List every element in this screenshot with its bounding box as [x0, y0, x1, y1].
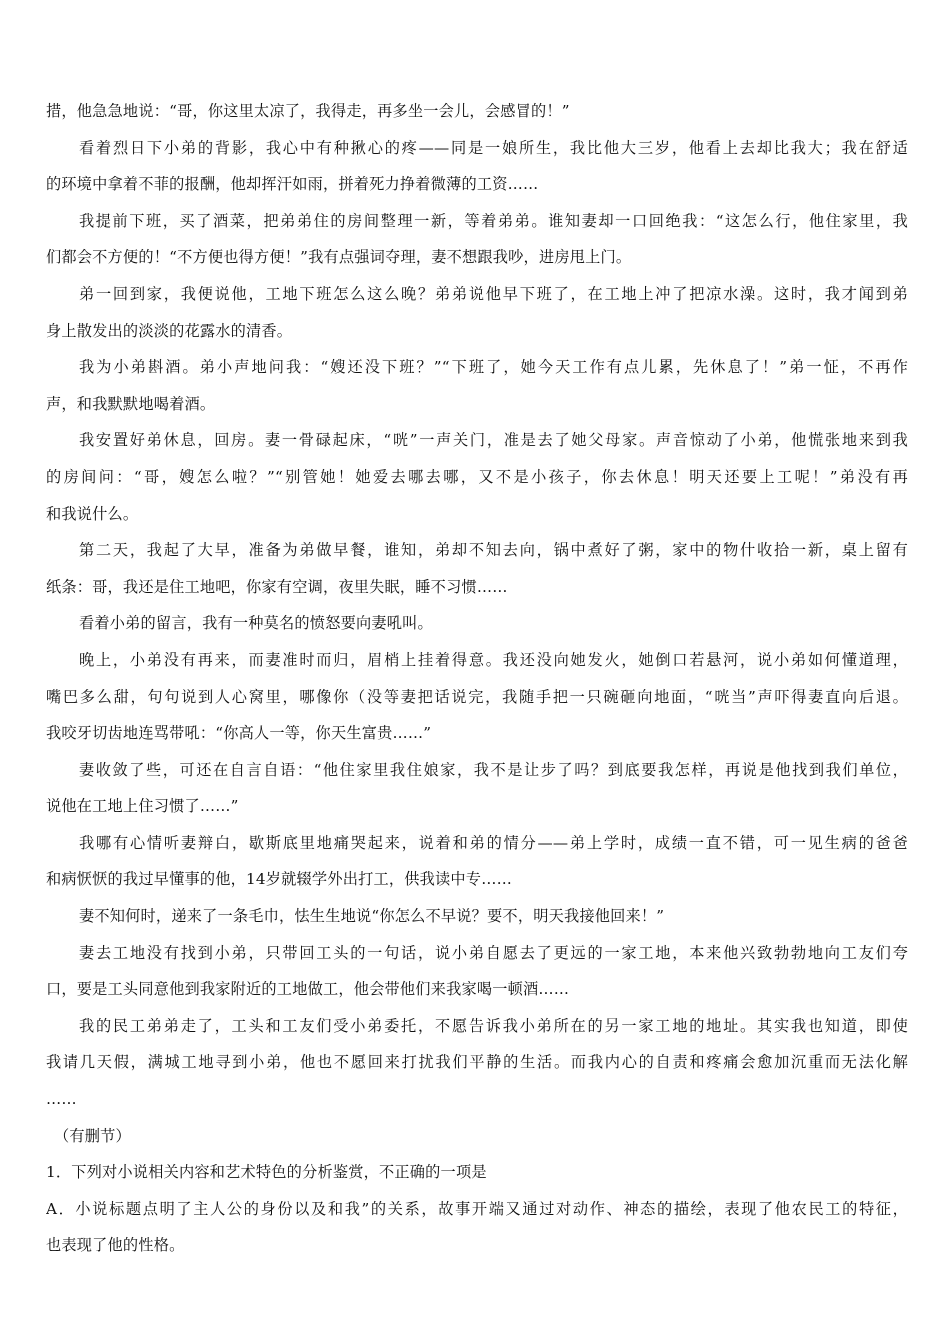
paragraph-line: 的环境中拿着不菲的报酬，他却挥汗如雨，拼着死力挣着微薄的工资…… — [46, 175, 539, 194]
abridged-note: （有删节） — [54, 1126, 131, 1145]
paragraph-line: 我哪有心情听妻辩白，歇斯底里地痛哭起来，说着和弟的情分——弟上学时，成绩一直不错，可一见生病的爸爸 — [79, 833, 908, 852]
paragraph-line: 看着小弟的留言，我有一种莫名的愤怒要向妻吼叫。 — [79, 614, 433, 633]
paragraph-line: 声，和我默默地喝着酒。 — [46, 394, 216, 413]
paragraph-line: 妻去工地没有找到小弟，只带回工头的一句话，说小弟自愿去了更远的一家工地，本来他兴致勃勃地向工友们夸 — [79, 943, 908, 962]
paragraph-line: 晚上，小弟没有再来，而妻准时而归，眉梢上挂着得意。我还没向她发火，她倒口若悬河，说小弟如何懂道理， — [79, 650, 908, 669]
paragraph-line: 我咬牙切齿地连骂带吼：“你高人一等，你天生富贵……” — [46, 724, 432, 743]
paragraph-line: 们都会不方便的！“不方便也得方便！”我有点强词夺理，妻不想跟我吵，进房甩上门。 — [46, 248, 632, 267]
paragraph-line: 妻不知何时，递来了一条毛巾，怯生生地说“你怎么不早说？要不，明天我接他回来！” — [79, 907, 665, 926]
paragraph-line: 我提前下班，买了酒菜，把弟弟住的房间整理一新，等着弟弟。谁知妻却一口回绝我：“这怎么行，他住家里，我 — [79, 211, 908, 230]
paragraph-line: 我安置好弟休息，回房。妻一骨碌起床，“咣”一声关门，准是去了她父母家。声音惊动了小弟，他慌张地来到我 — [79, 431, 908, 450]
paragraph-line: 嘴巴多么甜，句句说到人心窝里，哪像你（没等妻把话说完，我随手把一只碗砸向地面，“咣当”声吓得妻直向后退。 — [46, 687, 908, 706]
paragraph-line: 我的民工弟弟走了，工头和工友们受小弟委托，不愿告诉我小弟所在的另一家工地的地址。其实我也知道，即使 — [79, 1016, 908, 1035]
question-option-a: A．小说标题点明了主人公的身份以及和我”的关系，故事开端又通过对动作、神态的描绘，表现了他农民工的特征， — [46, 1199, 908, 1218]
question-option-a-continued: 也表现了他的性格。 — [46, 1236, 185, 1255]
paragraph-line: …… — [46, 1090, 77, 1109]
paragraph-line: 的房间问：“哥，嫂怎么啦？”“别管她！她爱去哪去哪，又不是小孩子，你去休息！明天还要上工呢！”弟没有再 — [46, 467, 908, 486]
paragraph-line: 我请几天假，满城工地寻到小弟，他也不愿回来打扰我们平静的生活。而我内心的自责和疼痛会愈加沉重而无法化解 — [46, 1053, 908, 1072]
paragraph-line: 说他在工地上住习惯了……” — [46, 797, 239, 816]
paragraph-line: 纸条：哥，我还是住工地吧，你家有空调，夜里失眠，睡不习惯…… — [46, 577, 508, 596]
paragraph-line: 措，他急急地说：“哥，你这里太凉了，我得走，再多坐一会儿，会感冒的！” — [46, 102, 570, 120]
paragraph-line: 看着烈日下小弟的背影，我心中有种揪心的疼——同是一娘所生，我比他大三岁，他看上去却比我大；我在舒适 — [79, 138, 908, 157]
paragraph-line: 妻收敛了些，可还在自言自语：“他住家里我住娘家，我不是让步了吗？到底要我怎样，再说是他找到我们单位， — [79, 760, 908, 779]
question-stem: 1．下列对小说相关内容和艺术特色的分析鉴赏，不正确的一项是 — [46, 1163, 487, 1182]
paragraph-line: 我为小弟斟酒。弟小声地问我：“嫂还没下班？”“下班了，她今天工作有点儿累，先休息了！”弟一怔，不再作 — [79, 358, 908, 377]
paragraph-line: 口，要是工头同意他到我家附近的工地做工，他会带他们来我家喝一顿酒…… — [46, 980, 570, 999]
paragraph-line: 和我说什么。 — [46, 504, 139, 523]
paragraph-line: 身上散发出的淡淡的花露水的清香。 — [46, 321, 293, 340]
paragraph-line: 第二天，我起了大早，准备为弟做早餐，谁知，弟却不知去向，锅中煮好了粥，家中的物什收拾一新，桌上留有 — [79, 541, 908, 560]
paragraph-line: 弟一回到家，我便说他，工地下班怎么这么晚？弟弟说他早下班了，在工地上冲了把凉水澡。这时，我才闻到弟 — [79, 284, 908, 303]
story-text — [46, 93, 908, 1264]
paragraph-line: 和病恹恹的我过早懂事的他，14岁就辍学外出打工，供我读中专…… — [46, 870, 512, 889]
